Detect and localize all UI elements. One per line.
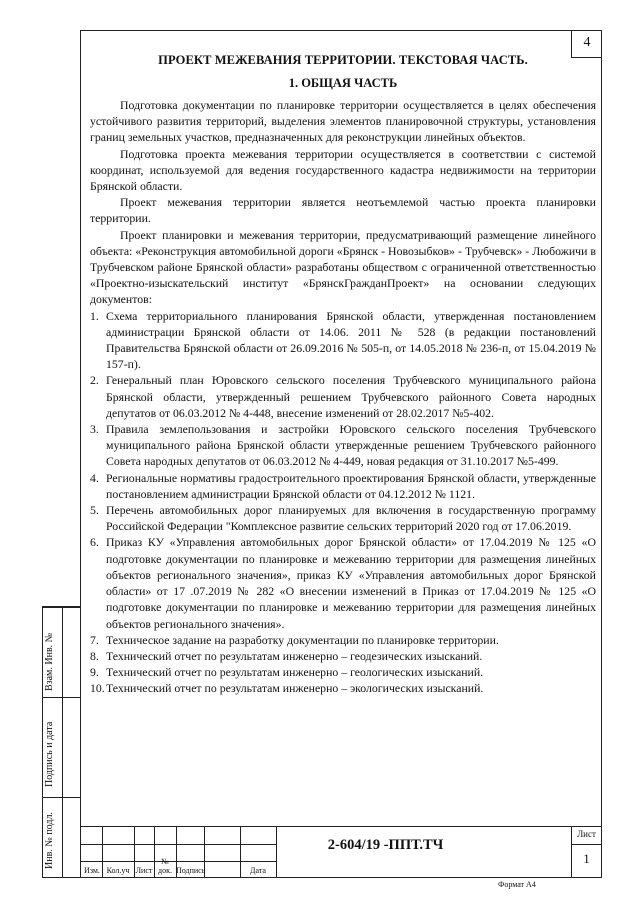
list-item-text: Схема территориального планирования Брянской области, утвержденная постановлением администрации Брянской области от 14.06. 2011 № 528 (в редакции постановлений Правительства Брянской области от 26.09.2016 № 505-п, от 14.05.2018 № 236-п, от 15.04.2019 № 157-п). [106, 308, 596, 372]
documents-list [90, 308, 596, 697]
list-item [90, 664, 596, 680]
list-item-number: 8. [90, 648, 99, 663]
list-item-number: 5. [90, 503, 99, 518]
header-doc-no: № док. [158, 857, 172, 875]
side-stamp-inv: Инв. № подл. [44, 812, 55, 869]
page-number: 4 [583, 35, 591, 50]
document-body [90, 50, 596, 697]
header-kol-uch: Кол.уч [106, 866, 130, 875]
list-item-text: Перечень автомобильных дорог планируемых для включения в государственную программу Российской Федерации "Комплексное развитие сельских территорий 2020 год от 17.06.2019. [106, 503, 596, 534]
list-item [90, 680, 596, 696]
document-title: ПРОЕКТ МЕЖЕВАНИЯ ТЕРРИТОРИИ. ТЕКСТОВАЯ ЧАСТЬ. [158, 53, 528, 67]
section-title: 1. ОБЩАЯ ЧАСТЬ [288, 76, 398, 90]
header-izm: Изм. [84, 866, 100, 875]
list-item-text: Технический отчет по результатам инженерно – геологических изысканий. [106, 665, 484, 680]
list-item-number: 9. [90, 665, 99, 680]
sheet-label: Лист [577, 829, 596, 839]
list-item-number: 10. [90, 681, 105, 696]
list-item-number: 3. [90, 422, 99, 437]
sheet-number: 1 [583, 851, 590, 866]
list-item [90, 372, 596, 421]
list-item-number: 2. [90, 373, 99, 388]
header-list: Лист [135, 866, 153, 875]
list-item [90, 632, 596, 648]
list-item-text: Технический отчет по результатам инженерно – геодезических изысканий. [106, 648, 483, 663]
list-item [90, 470, 596, 502]
list-item-number: 6. [90, 535, 99, 550]
list-item-number: 7. [90, 632, 99, 647]
list-item-text: Приказ КУ «Управления автомобильных дорог Брянской области» от 17.04.2019 № 125 «О подготовке документации по планировке и межеванию территории для размещения линейных объектов регионального значения», приказ КУ «Управления автомобильных дорог Брянской области» от 17 .07.2019 № 282 «О внесении изменений в Приказ от 17.04.2019 № 125 «О подготовке документации по планировке и межеванию территории для размещения линейных объектов регионального значения». [106, 535, 596, 631]
list-item-text: Технический отчет по результатам инженерно – экологических изысканий. [106, 681, 484, 696]
side-stamp-vzam: Взам. Инв. № [44, 632, 55, 691]
list-item [90, 648, 596, 664]
format-label: Формат А4 [498, 880, 536, 889]
document-code: 2-604/19 -ППТ.ТЧ [327, 837, 444, 853]
paragraph: Проект межевания территории является неотъемлемой частью проекта планировки территории. [90, 195, 596, 226]
paragraph: Проект планировки и межевания территории, предусматривающий размещение линейного объекта: «Реконструкция автомобильной дороги «Брянск - Новозыбков» - Трубчевск» - Любожичи в Трубчевском районе Брянской области» разработаны обществом с ограниченной ответственностью «Проектно-изыскательский институт «БрянскГражданПроект» на основании следующих документов: [90, 227, 596, 307]
header-date: Дата [250, 866, 266, 875]
paragraph: Подготовка документации по планировке территории осуществляется в целях обеспечения устойчивого развития территорий, выделения элементов планировочной структуры, установления границ земельных участков, предназначенных для реконструкции линейных объектов. [90, 98, 596, 145]
header-signature: Подпись [176, 866, 206, 875]
list-item-text: Генеральный план Юровского сельского поселения Трубчевского муниципального района Брянской области, утвержденный решением Трубчевского районного Совета народных депутатов от 06.03.2012 № 4-448, внесение изменений от 28.02.2017 №5-402. [106, 373, 596, 420]
title-block-row [571, 844, 602, 845]
list-item-text: Техническое задание на разработку документации по планировке территории. [106, 632, 499, 647]
side-stamp [42, 606, 80, 878]
title-block-row [80, 861, 276, 862]
title-block [80, 826, 602, 878]
side-stamp-signature: Подпись и дата [44, 721, 55, 787]
paragraph: Подготовка проекта межевания территории осуществляется в соответствии с системой координат, используемой для ведения государственного кадастра недвижимости на территории Брянской области. [90, 146, 596, 194]
list-item [90, 502, 596, 534]
list-item [90, 534, 596, 631]
list-item-text: Региональные нормативы градостроительного проектирования Брянской области, утвержденные постановлением администрации Брянской области от 04.12.2012 № 1121. [106, 470, 596, 501]
list-item [90, 421, 596, 470]
list-item-text: Правила землепользования и застройки Юровского сельского поселения Трубчевского муниципального района Брянской области утвержденные решением Трубчевского районного Совета народных депутатов от 06.03.2012 № 4-449, новая редакция от 31.10.2017 №5-499. [106, 422, 596, 469]
list-item [90, 308, 596, 373]
list-item-number: 1. [90, 308, 99, 323]
list-item-number: 4. [90, 470, 99, 485]
